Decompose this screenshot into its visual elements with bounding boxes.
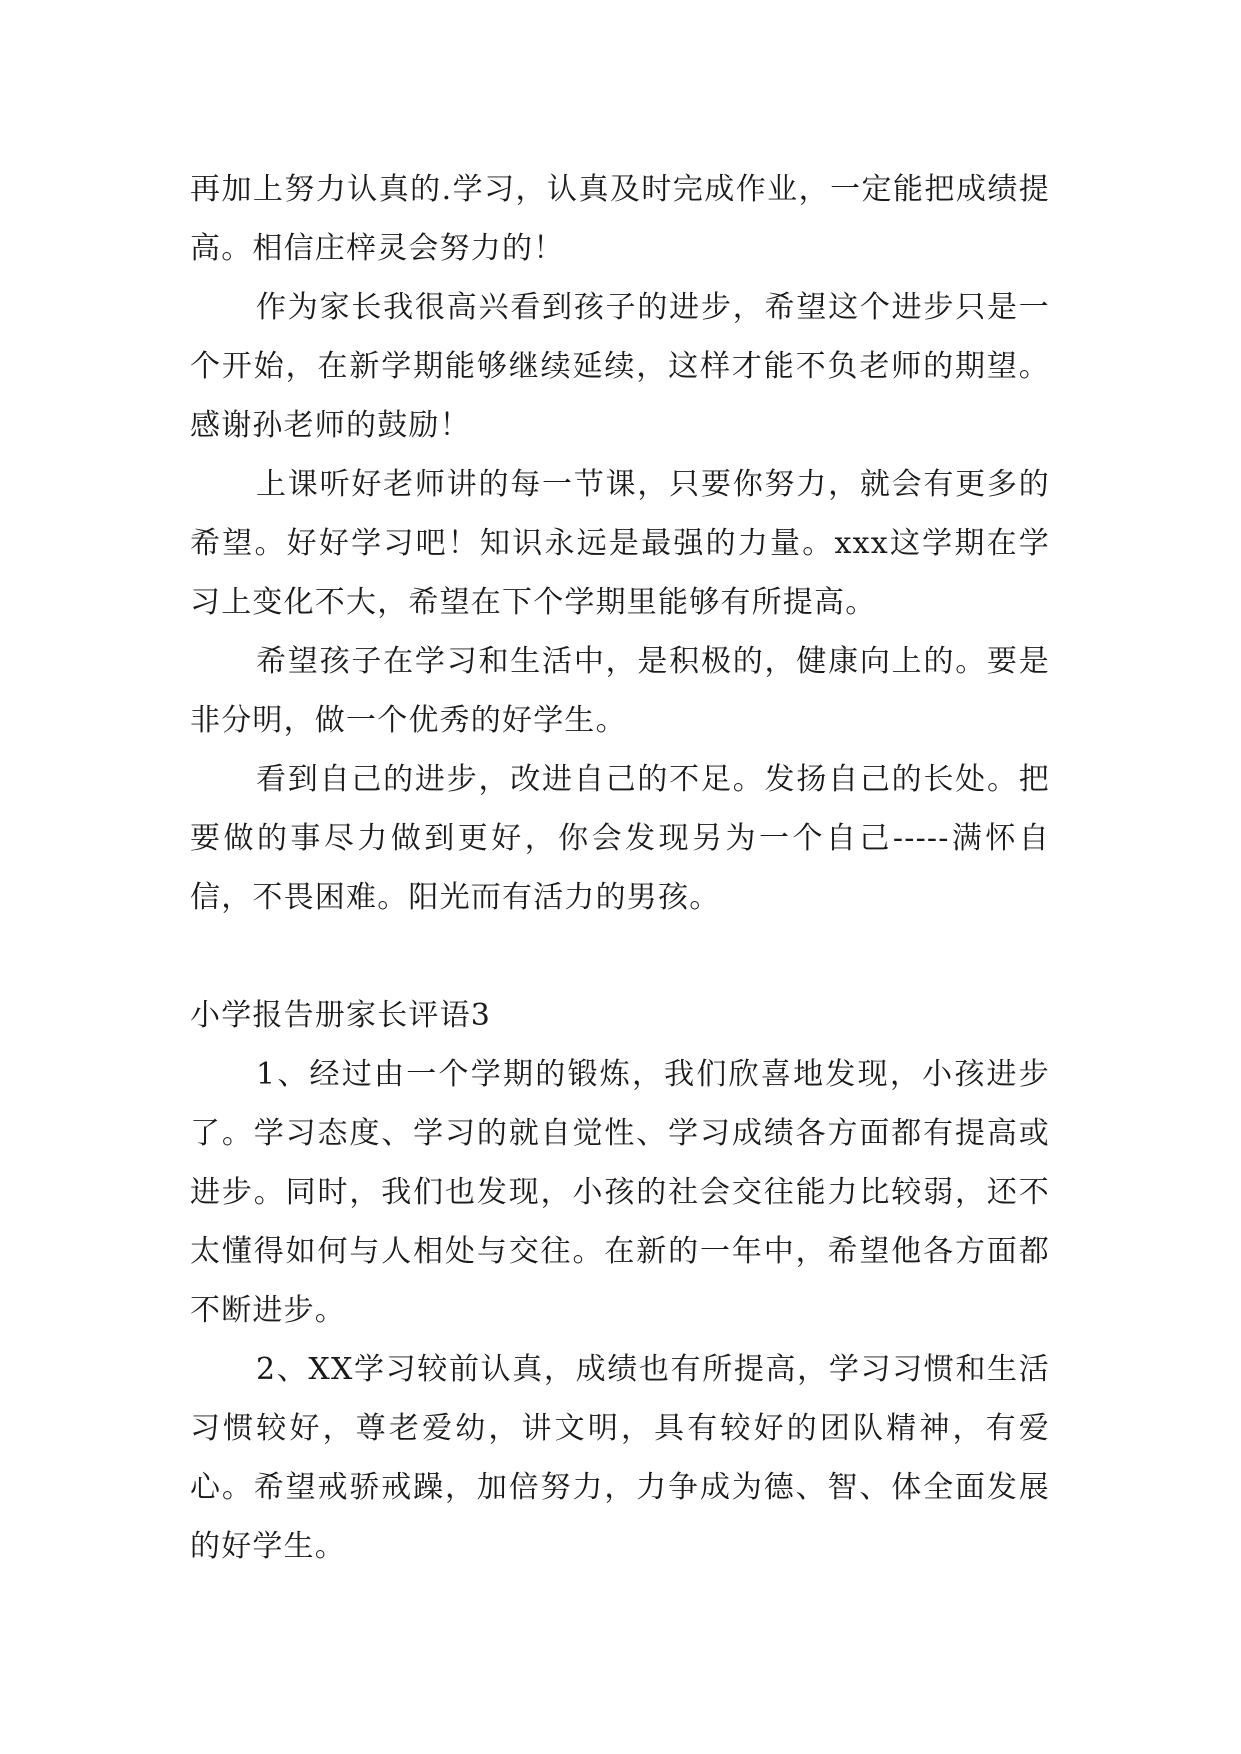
section-heading: 小学报告册家长评语3 bbox=[190, 998, 492, 1033]
paragraph: 作为家长我很高兴看到孩子的进步，希望这个进步只是一个开始，在新学期能够继续延续，这样才能不负老师的期望。感谢孙老师的鼓励！ bbox=[190, 290, 1050, 443]
paragraph: 看到自己的进步，改进自己的不足。发扬自己的长处。把要做的事尽力做到更好，你会发现另为一个自己-----满怀自信，不畏困难。阳光而有活力的男孩。 bbox=[190, 762, 1050, 915]
paragraph-continuation: 再加上努力认真的.学习，认真及时完成作业，一定能把成绩提高。相信庄梓灵会努力的！ bbox=[190, 172, 1050, 266]
paragraph: 2、XX学习较前认真，成绩也有所提高，学习习惯和生活习惯较好，尊老爱幼，讲文明，具有较好的团队精神，有爱心。希望戒骄戒躁，加倍努力，力争成为德、智、体全面发展的好学生。 bbox=[190, 1352, 1050, 1564]
paragraph: 1、经过由一个学期的锻炼，我们欣喜地发现，小孩进步了。学习态度、学习的就自觉性、学习成绩各方面都有提高或进步。同时，我们也发现，小孩的社会交往能力比较弱，还不太懂得如何与人相处与交往。在新的一年中，希望他各方面都不断进步。 bbox=[190, 1057, 1050, 1328]
paragraph: 希望孩子在学习和生活中，是积极的，健康向上的。要是非分明，做一个优秀的好学生。 bbox=[190, 644, 1050, 738]
document-body bbox=[190, 160, 1050, 1576]
paragraph: 上课听好老师讲的每一节课，只要你努力，就会有更多的希望。好好学习吧！知识永远是最强的力量。xxx这学期在学习上变化不大，希望在下个学期里能够有所提高。 bbox=[190, 467, 1050, 620]
